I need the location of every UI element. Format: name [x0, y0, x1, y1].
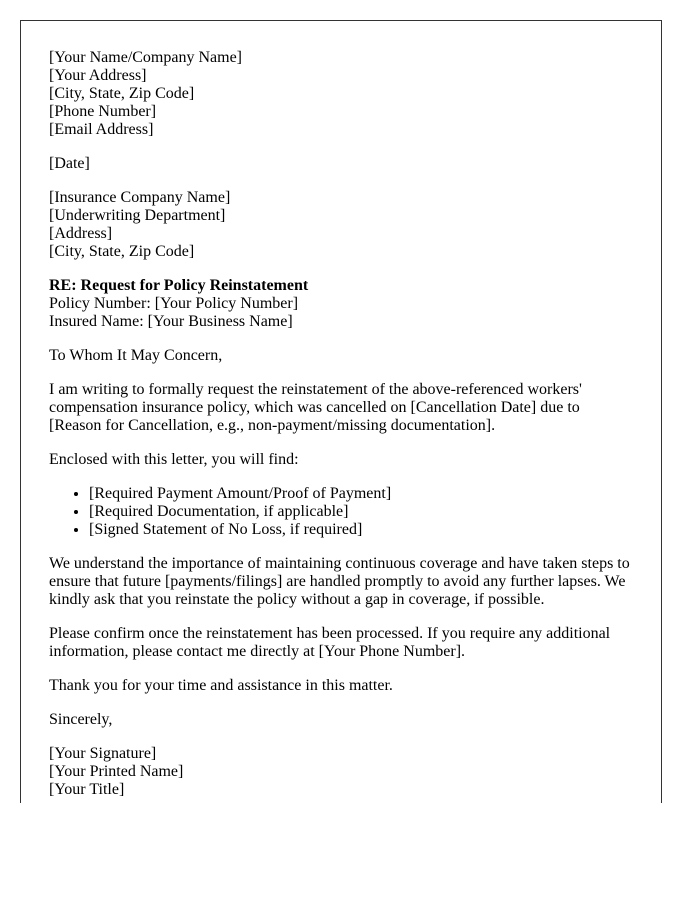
- sender-phone: [Phone Number]: [49, 103, 157, 120]
- recipient-address: [Address]: [49, 225, 113, 242]
- sender-address: [Your Address]: [49, 67, 147, 84]
- intro-paragraph: I am writing to formally request the reinstatement of the above-referenced workers' compensation insurance policy, which was cancelled on [Cancellation Date] due to [Reason for Cancellation, e.g., non-payment/missing documentation].: [49, 381, 582, 434]
- insured-name: Insured Name: [Your Business Name]: [49, 313, 293, 330]
- letter-page: [20, 20, 662, 803]
- sender-email: [Email Address]: [49, 121, 154, 138]
- date: [Date]: [49, 155, 90, 172]
- salutation: To Whom It May Concern,: [49, 347, 223, 364]
- title: [Your Title]: [49, 781, 125, 798]
- confirm-paragraph: Please confirm once the reinstatement has been processed. If you require any additional information, please contact me directly at [Your Phone Number].: [49, 625, 611, 660]
- closing: Sincerely,: [49, 711, 113, 728]
- enclosure-list: [49, 485, 633, 539]
- sender-block: [49, 49, 633, 139]
- sender-name: [Your Name/Company Name]: [49, 49, 243, 66]
- signature-block: [49, 745, 633, 799]
- policy-number: Policy Number: [Your Policy Number]: [49, 295, 299, 312]
- understanding-paragraph: We understand the importance of maintaining continuous coverage and have taken steps to ensure that future [payments/filings] are handled promptly to avoid any further lapses. We kindly ask that you reinstate the policy without a gap in coverage, if possible.: [49, 555, 630, 608]
- signature: [Your Signature]: [49, 745, 157, 762]
- recipient-city: [City, State, Zip Code]: [49, 243, 195, 260]
- recipient-department: [Underwriting Department]: [49, 207, 226, 224]
- recipient-company: [Insurance Company Name]: [49, 189, 231, 206]
- printed-name: [Your Printed Name]: [49, 763, 184, 780]
- list-item: • [Signed Statement of No Loss, if required]: [89, 521, 633, 539]
- subject-block: [49, 277, 633, 331]
- enclosed-intro: Enclosed with this letter, you will find:: [49, 451, 299, 468]
- recipient-block: [49, 189, 633, 261]
- sender-city: [City, State, Zip Code]: [49, 85, 195, 102]
- thanks-paragraph: Thank you for your time and assistance in this matter.: [49, 677, 393, 694]
- list-item: • [Required Payment Amount/Proof of Payment]: [89, 485, 633, 503]
- list-item: • [Required Documentation, if applicable]: [89, 503, 633, 521]
- subject-line: RE: Request for Policy Reinstatement: [49, 277, 309, 294]
